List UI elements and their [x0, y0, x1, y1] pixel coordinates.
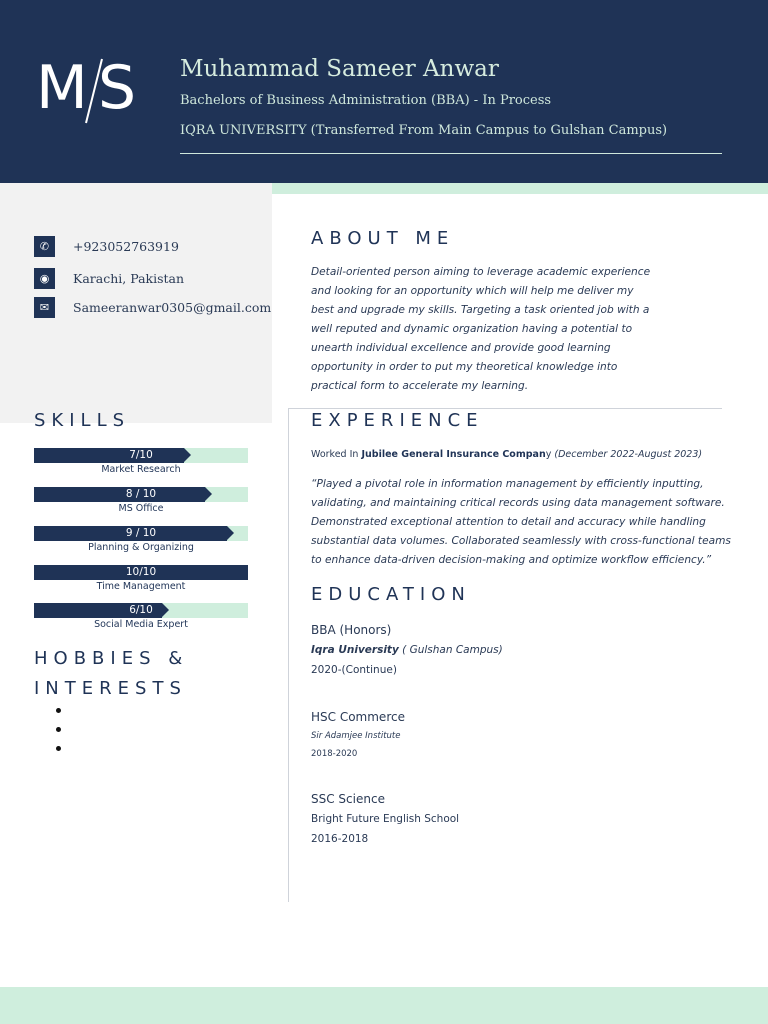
education-institution: [311, 640, 503, 660]
skill-bar-track: [34, 448, 248, 463]
location-text: Karachi, Pakistan: [73, 270, 185, 286]
list-bullet: [56, 746, 61, 751]
experience-title: EXPERIENCE: [311, 410, 484, 431]
skill-score: 10/10: [125, 566, 157, 578]
envelope-icon: ✉: [34, 297, 55, 318]
skill-score: 8 / 10: [125, 488, 157, 500]
skill-score: 9 / 10: [125, 527, 157, 539]
education-title: EDUCATION: [311, 584, 471, 605]
skills-title: SKILLS: [34, 410, 131, 431]
hobbies-title-line2: INTERESTS: [34, 678, 187, 699]
skill-name: Time Management: [96, 581, 186, 592]
section-divider-horizontal: [289, 408, 722, 409]
list-bullet: [56, 708, 61, 713]
list-bullet: [56, 727, 61, 732]
education-years: 2020-(Continue): [311, 664, 397, 676]
mint-accent-strip: [272, 183, 768, 194]
hobbies-list: [56, 708, 61, 765]
education-institution: Sir Adamjee Institute: [311, 731, 401, 741]
education-degree: SSC Science: [311, 792, 385, 806]
experience-prefix: Worked In: [311, 449, 362, 460]
email-address[interactable]: Sameeranwar0305@gmail.com: [73, 299, 272, 315]
about-text: Detail-oriented person aiming to leverage academic experience and looking for an opportunity which will help me deliver my best and upgrade my skills. Targeting a task oriented job with a well reputed and dynamic organization having a potential to unearth individual excellence and provide good learning opportunity in order to put my theoretical knowledge into practical form to accelerate my learning.: [311, 266, 651, 392]
skill-name: MS Office: [118, 503, 164, 514]
education-years: 2016-2018: [311, 833, 369, 845]
skill-score: 7/10: [129, 449, 153, 461]
experience-company: Jubilee General Insurance Compan: [361, 449, 546, 460]
education-degree: HSC Commerce: [311, 710, 405, 724]
experience-company-tail: y: [545, 449, 552, 460]
candidate-name: Muhammad Sameer Anwar: [180, 56, 499, 82]
education-entry: [311, 707, 405, 763]
institution-campus: ( Gulshan Campus): [398, 644, 503, 656]
skill-item: [34, 487, 248, 514]
contact-email: [34, 296, 271, 318]
skill-name: Market Research: [101, 464, 181, 475]
phone-icon: ✆: [34, 236, 55, 257]
skill-item: [34, 448, 248, 475]
skill-score: 6/10: [129, 604, 153, 616]
candidate-university: IQRA UNIVERSITY (Transferred From Main Campus to Gulshan Campus): [180, 123, 668, 138]
footer-band: [0, 987, 768, 1024]
experience-heading: [311, 449, 702, 460]
skill-bar-track: [34, 603, 248, 618]
skill-item: [34, 565, 248, 592]
column-divider-vertical: [288, 408, 289, 902]
location-pin-icon: ◉: [34, 268, 55, 289]
skill-bar-track: [34, 487, 248, 502]
education-years: 2018-2020: [311, 749, 358, 759]
education-institution: Bright Future English School: [311, 813, 460, 825]
skill-name: Social Media Expert: [94, 619, 188, 630]
monogram-letter-m: M: [36, 53, 86, 123]
phone-number[interactable]: +923052763919: [73, 238, 179, 254]
experience-description: “Played a pivotal role in information management by efficiently inputting, validating, and maintaining critical records using data management software. Demonstrated exceptional attention to detail and accuracy while handling substantial data volumes. Collaborated seamlessly with cross-functional teams to enhance data-driven decision-making and optimize workflow efficiency.”: [311, 478, 731, 566]
experience-dates: (December 2022-August 2023): [551, 449, 703, 460]
contact-location: [34, 267, 184, 289]
skill-bar-track: [34, 565, 248, 580]
education-entry: [311, 789, 459, 849]
about-title: ABOUT ME: [311, 228, 455, 249]
candidate-degree: Bachelors of Business Administration (BBA) - In Process: [180, 93, 552, 108]
header-banner: [0, 0, 768, 183]
institution-name: Iqra University: [311, 644, 399, 656]
skill-bar-track: [34, 526, 248, 541]
monogram-letter-s: S: [98, 53, 137, 123]
header-divider: [180, 153, 722, 154]
education-entry: [311, 620, 503, 680]
skill-name: Planning & Organizing: [88, 542, 194, 553]
hobbies-title-line1: HOBBIES &: [34, 648, 189, 669]
skill-item: [34, 603, 248, 630]
monogram-logo: [36, 52, 141, 124]
contact-phone: [34, 235, 179, 257]
skill-item: [34, 526, 248, 553]
education-degree: BBA (Honors): [311, 623, 392, 637]
